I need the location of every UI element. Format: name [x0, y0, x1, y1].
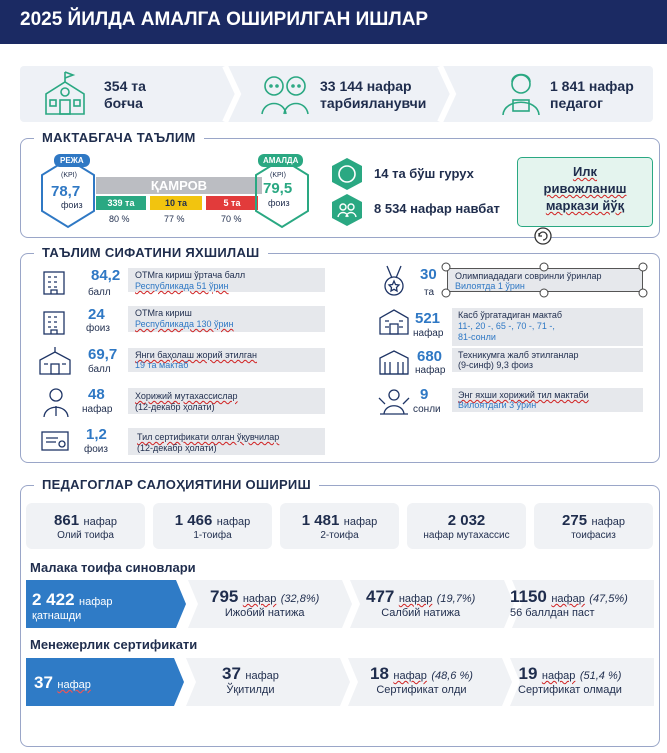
language-cert-date: (12-декабр ҳолати): [137, 443, 217, 453]
language-school-icon: [376, 388, 412, 421]
card-label: нафар мутахассис: [423, 530, 510, 541]
vocational-schools: 11-, 20 -, 65 -, 70 -, 71 -,: [458, 321, 555, 331]
language-cert-unit: фоиз: [84, 444, 108, 455]
new-assessment-value: 69,7: [88, 346, 118, 363]
exam-below-value: 1150: [510, 587, 547, 606]
management-certified-label: Сертификат олди: [376, 684, 467, 696]
preschool-title: МАКТАБГАЧА ТАЪЛИМ: [34, 130, 204, 145]
vocational-schools-2: 81-сонли: [458, 332, 496, 342]
exam-below-56: [510, 587, 628, 619]
vocational-desc: Касб ўргатадиган мактаб: [458, 310, 563, 320]
card-unit: нафар: [216, 516, 251, 528]
management-trained-value: 37: [222, 664, 241, 683]
teacher-count-label: педагог: [550, 95, 603, 111]
kindergarten-icon: [42, 70, 88, 121]
exam-negative-unit: нафар: [398, 593, 433, 605]
page-title: 2025 ЙИЛДА АМАЛГА ОШИРИЛГАН ИШЛАР: [0, 0, 667, 44]
teacher-count-value: 1 841 нафар: [550, 78, 634, 94]
management-certified-unit: нафар: [393, 670, 427, 682]
new-assessment-count: 19 та мактаб: [135, 360, 189, 370]
children-count: [320, 78, 426, 112]
kindergarten-count: [104, 78, 146, 112]
language-cert-box: [128, 428, 325, 455]
management-not-certified-unit: нафар: [541, 670, 576, 682]
plan-kpi: (KPI): [61, 172, 77, 179]
children-count-value: 33 144 нафар: [320, 78, 412, 94]
school-building-icon: [40, 268, 68, 301]
foreign-specialists-desc: Хорижий мутахассислар: [135, 391, 238, 401]
card-unit: нафар: [343, 516, 378, 528]
avg-score-box: [128, 268, 325, 292]
university-entry-rank: Республикада 130 ўрин: [135, 319, 234, 329]
fact-kpi: (KPI): [270, 172, 286, 179]
management-total-unit: нафар: [57, 679, 91, 691]
fact-unit: фоиз: [268, 198, 290, 208]
coverage-pct-3: 70 %: [221, 214, 242, 224]
exam-below-pct: (47,5%): [589, 593, 628, 605]
management-not-certified: [518, 664, 622, 696]
exam-negative-label: Салбий натижа: [381, 607, 461, 619]
teacher-development-title: ПЕДАГОГЛАР САЛОҲИЯТИНИ ОШИРИШ: [34, 477, 319, 492]
exam-below-label: 56 баллдан паст: [510, 607, 595, 619]
plan-unit: фоиз: [61, 200, 83, 210]
language-school-unit: сонли: [413, 404, 441, 415]
technical-school-icon: [378, 348, 410, 381]
coverage-bar-1: 339 та: [96, 196, 146, 210]
card-label: 2-тоифа: [320, 530, 359, 541]
children-icon: [260, 72, 310, 121]
exam-participants-value: 2 422: [32, 590, 75, 609]
category-card-4: [407, 503, 526, 549]
card-value: 2 032: [447, 512, 486, 529]
exam-below-unit: нафар: [551, 593, 585, 605]
avg-score-unit: балл: [88, 287, 111, 298]
empty-groups: 14 та бўш гурух: [374, 166, 474, 181]
fact-value: 79,5: [263, 180, 293, 197]
olympiad-value: 30: [420, 266, 437, 283]
specialist-icon: [42, 386, 70, 423]
management-certified: [370, 664, 473, 696]
vocational-box: [452, 308, 643, 346]
education-quality-title: ТАЪЛИМ СИФАТИНИ ЯХШИЛАШ: [34, 245, 268, 260]
resize-handles-icon[interactable]: [436, 262, 650, 298]
university-entry-value: 24: [88, 306, 105, 323]
certificate-icon: [40, 430, 70, 459]
exam-participants-unit: нафар: [79, 596, 113, 608]
management-trained: [222, 664, 279, 696]
technical-pct: (9-синф) 9,3 фоиз: [458, 360, 533, 370]
category-card-3: [280, 503, 399, 549]
university-entry-box: [128, 306, 325, 332]
coverage-bar-3: 5 та: [206, 196, 258, 210]
university-entry-unit: фоиз: [86, 323, 110, 334]
plan-badge: РЕЖА: [54, 154, 90, 167]
vocational-school-icon: [378, 306, 410, 341]
plan-value: 78,7: [51, 183, 81, 200]
foreign-specialists-box: [128, 388, 325, 414]
avg-score-value: 84,2: [91, 267, 121, 284]
exam-positive-unit: нафар: [242, 593, 277, 605]
avg-score-rank: Республикада 51 ўрин: [135, 281, 229, 291]
language-cert-desc: Тил сертификати олган ўқувчилар: [137, 432, 280, 442]
queue-count: 8 534 нафар навбат: [374, 201, 500, 216]
technical-desc: Техникумга жалб этилганлар: [458, 350, 579, 360]
management-trained-label: Ўқитилди: [226, 684, 275, 696]
category-card-2: [153, 503, 272, 549]
exam-negative: [366, 587, 475, 619]
children-count-label: тарбияланувчи: [320, 95, 427, 111]
management-section-title: Менежерлик сертификати: [30, 637, 198, 652]
exam-positive-label: Ижобий натижа: [224, 607, 305, 619]
teacher-icon: [500, 70, 542, 121]
card-label: тоифасиз: [571, 530, 616, 541]
exam-participants-label: қатнашди: [32, 610, 82, 622]
exam-positive: [210, 587, 319, 619]
technical-box: [452, 348, 643, 372]
olympiad-unit: та: [424, 287, 435, 298]
medal-icon: [378, 264, 410, 303]
card-value: 1 481: [301, 512, 340, 529]
avg-score-desc: ОТМга кириш ўртача балл: [135, 270, 246, 280]
queue-icon: [330, 193, 364, 232]
fact-badge: АМАЛДА: [258, 154, 303, 167]
new-assessment-desc: Янги баҳолаш жорий этилган: [135, 350, 257, 360]
rotate-handle-icon[interactable]: [533, 226, 553, 251]
language-school-value: 9: [420, 386, 429, 403]
management-not-certified-pct: (51,4 %): [579, 670, 622, 682]
coverage-pct-2: 77 %: [164, 214, 185, 224]
vocational-unit: нафар: [413, 328, 444, 339]
management-not-certified-label: Сертификат олмади: [518, 684, 622, 696]
language-school-rank: Вилоятдаги 3 ўрин: [458, 400, 537, 410]
card-value: 275: [562, 512, 588, 529]
teacher-count: [550, 78, 634, 112]
exam-negative-value: 477: [366, 587, 395, 606]
vocational-value: 521: [415, 310, 441, 327]
coverage-bar-2: 10 та: [150, 196, 202, 210]
card-label: Олий тоифа: [57, 530, 114, 541]
foreign-specialists-unit: нафар: [82, 404, 113, 415]
selection-handles[interactable]: [436, 262, 650, 303]
development-center-text: Илк ривожланиш маркази йўқ: [543, 164, 627, 213]
foreign-specialists-value: 48: [88, 386, 105, 403]
new-assessment-box: [128, 348, 325, 372]
kindergarten-count-label: боғча: [104, 95, 143, 111]
exam-participants: [32, 590, 112, 622]
card-value: 1 466: [174, 512, 213, 529]
exam-negative-pct: (19,7%): [436, 593, 476, 605]
empty-group-icon: [330, 157, 364, 196]
olympiad-rank: Вилоятда 1 ўрин: [455, 281, 525, 291]
olympiad-desc: Олимпиададаги совринли ўринлар: [455, 271, 602, 281]
language-school-box: [452, 388, 643, 412]
coverage-header: ҚАМРОВ: [96, 177, 262, 194]
coverage-pct-1: 80 %: [109, 214, 130, 224]
new-assessment-unit: балл: [88, 364, 111, 375]
management-certified-pct: (48,6 %): [431, 670, 473, 682]
technical-unit: нафар: [415, 365, 446, 376]
school-building-icon: [40, 308, 68, 341]
foreign-specialists-date: (12-декабр ҳолати): [135, 402, 215, 412]
language-cert-value: 1,2: [86, 426, 107, 443]
management-not-certified-value: 19: [518, 664, 538, 683]
exam-positive-pct: (32,8%): [280, 593, 320, 605]
card-value: 861: [54, 512, 80, 529]
management-total-value: 37: [34, 673, 53, 692]
management-total: [34, 673, 91, 693]
development-center-box: [517, 157, 653, 227]
management-trained-unit: нафар: [245, 670, 279, 682]
technical-value: 680: [417, 348, 443, 365]
language-school-desc: Энг яхши хорижий тил мактаби: [458, 390, 589, 400]
category-card-5: [534, 503, 653, 549]
card-unit: нафар: [591, 516, 625, 528]
kindergarten-count-value: 354 та: [104, 78, 146, 94]
card-label: 1-тоифа: [193, 530, 232, 541]
card-unit: нафар: [83, 516, 117, 528]
exam-positive-value: 795: [210, 587, 239, 606]
exam-section-title: Малака тоифа синовлари: [30, 560, 196, 575]
category-card-1: [26, 503, 145, 549]
management-certified-value: 18: [370, 664, 389, 683]
university-entry-desc: ОТМга кириш: [135, 308, 192, 318]
school-icon: [38, 346, 72, 381]
